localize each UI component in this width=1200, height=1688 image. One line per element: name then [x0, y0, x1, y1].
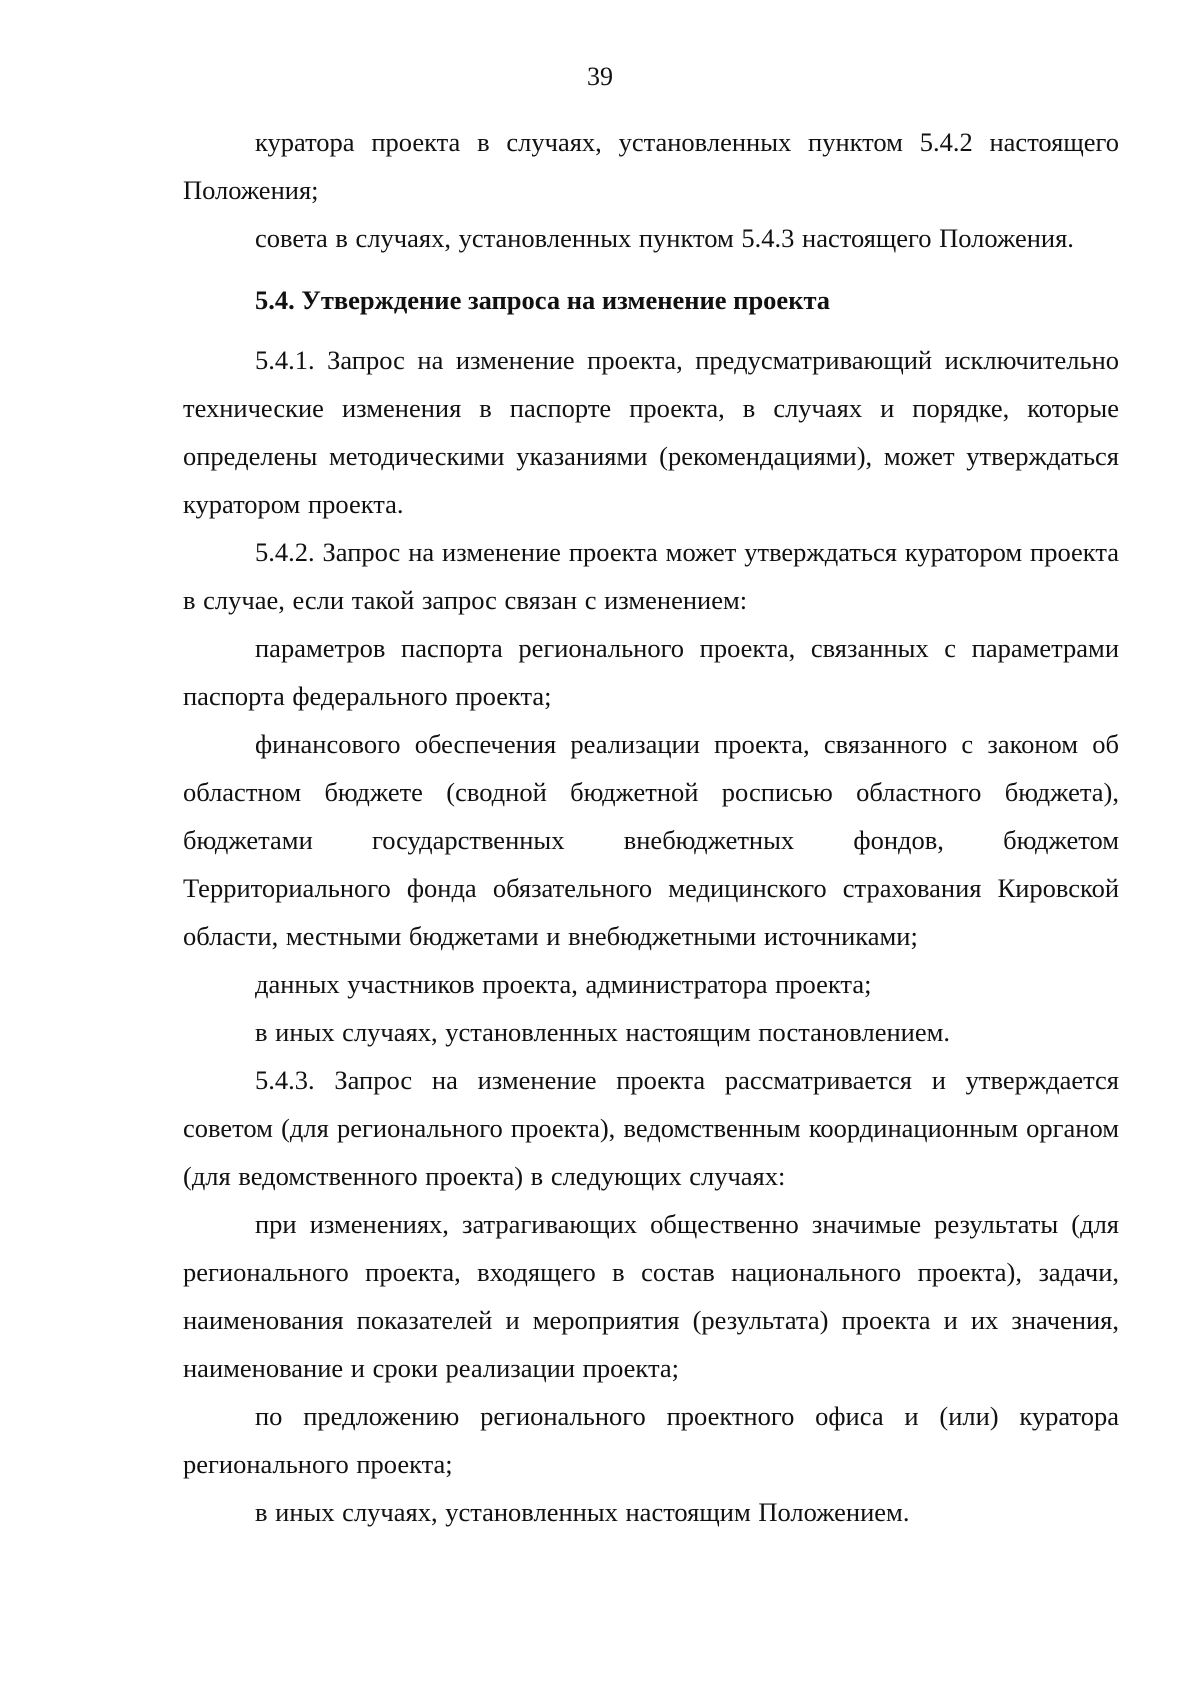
list-item-other-cases-resolution: в иных случаях, установленных настоящим постановлением. [255, 1017, 950, 1047]
list-item-project-office-proposal: по предложению регионального проектного офиса и (или) куратора регионального проекта; [183, 1401, 1119, 1479]
paragraph-5-4-1: 5.4.1. Запрос на изменение проекта, предусматривающий исключительно технические изменения в паспорте проекта, в случаях и порядке, которые определены методическими указаниями (рекомендациями), может утверждаться куратором проекта. [183, 345, 1119, 519]
paragraph-curator-cases: куратора проекта в случаях, установленных пунктом 5.4.2 настоящего Положения; [183, 127, 1119, 205]
page-number: 39 [587, 62, 613, 91]
paragraph-5-4-3: 5.4.3. Запрос на изменение проекта рассматривается и утверждается советом (для регионального проекта), ведомственным координационным органом (для ведомственного проекта) в следующих случаях: [183, 1065, 1119, 1191]
section-heading-5-4: 5.4. Утверждение запроса на изменение проекта [255, 285, 831, 315]
list-item-other-cases-regulation: в иных случаях, установленных настоящим Положением. [255, 1497, 910, 1527]
list-item-participants: данных участников проекта, администратора проекта; [255, 969, 872, 999]
list-item-financing: финансового обеспечения реализации проекта, связанного с законом об областном бюджете (сводной бюджетной росписью областного бюджета), бюджетами государственных внебюджетных фондов, бюджетом Территориального фонда обязательного медицинского страхования Кировской области, местными бюджетами и внебюджетными источниками; [183, 729, 1119, 951]
list-item-significant-changes: при изменениях, затрагивающих общественно значимые результаты (для регионального проекта, входящего в состав национального проекта), задачи, наименования показателей и мероприятия (результата) проекта и их значения, наименование и сроки реализации проекта; [183, 1209, 1119, 1383]
paragraph-5-4-2: 5.4.2. Запрос на изменение проекта может утверждаться куратором проекта в случае, если такой запрос связан с изменением: [183, 537, 1119, 615]
list-item-passport-params: параметров паспорта регионального проекта, связанных с параметрами паспорта федерального проекта; [183, 633, 1119, 711]
paragraph-council-cases: совета в случаях, установленных пунктом 5.4.3 настоящего Положения. [255, 223, 1074, 253]
document-body [183, 118, 1119, 1536]
